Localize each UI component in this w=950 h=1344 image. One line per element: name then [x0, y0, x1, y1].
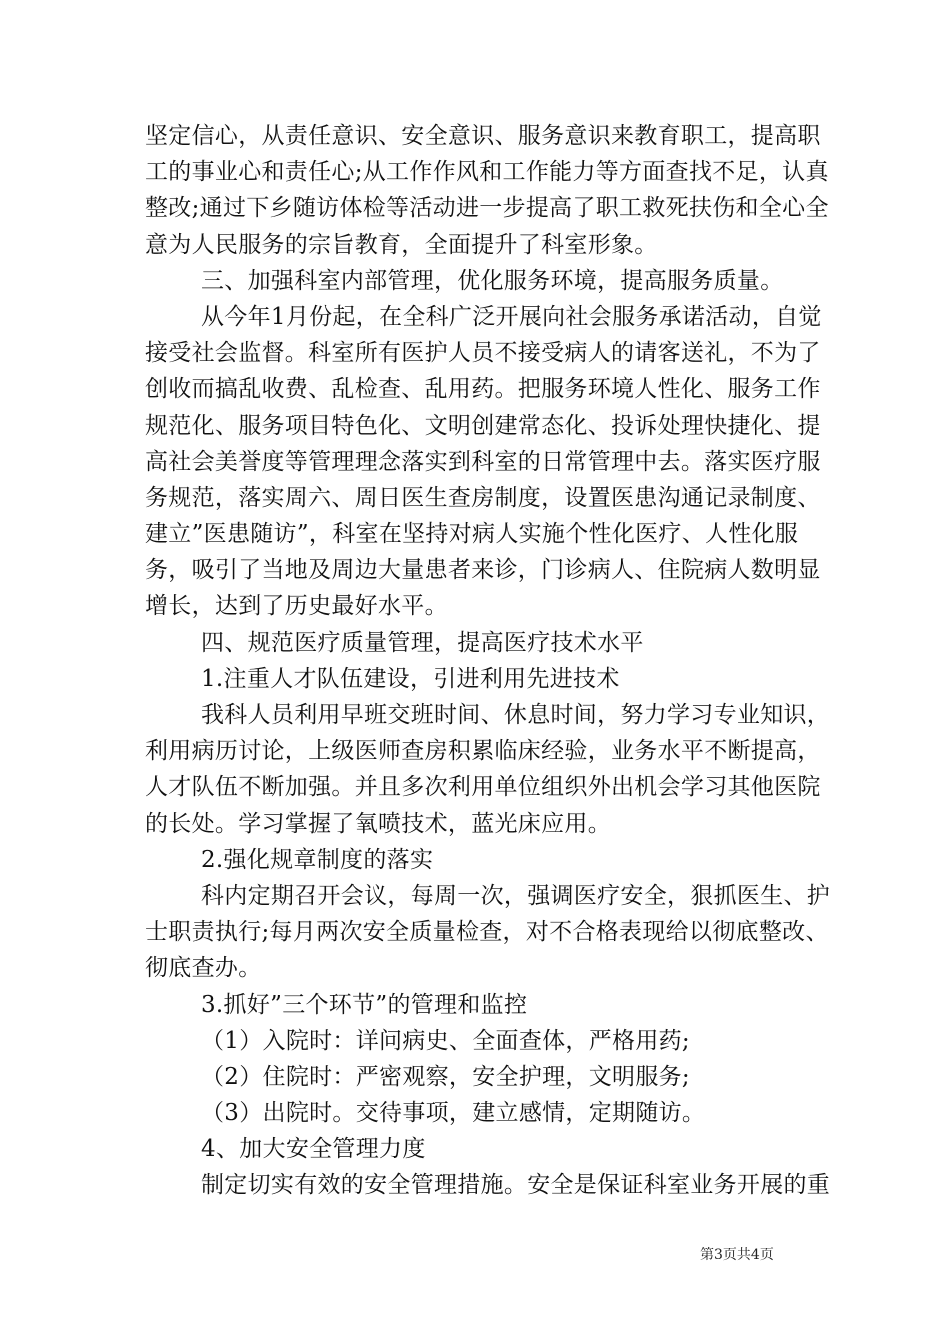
- text-line: 制定切实有效的安全管理措施。安全是保证科室业务开展的重: [201, 1172, 831, 1199]
- text-line: 坚定信心，从责任意识、安全意识、服务意识来教育职工，提高职: [145, 123, 821, 149]
- text-line: 我科人员利用早班交班时间、休息时间，努力学习专业知识，: [201, 702, 831, 728]
- text-line: 士职责执行;每月两次安全质量检查，对不合格表现给以彻底整改、: [145, 919, 829, 946]
- text-line: 增长，达到了历史最好水平。: [145, 593, 448, 620]
- subsection-heading: 1.注重人才队伍建设，引进利用先进技术: [201, 665, 620, 692]
- list-item: （2）住院时：严密观察，安全护理，文明服务;: [201, 1063, 690, 1090]
- section-heading: 四、规范医疗质量管理，提高医疗技术水平: [201, 629, 644, 656]
- text-line: 建立”医患随访”，科室在坚持对病人实施个性化医疗、人性化服: [145, 521, 799, 548]
- text-line: 工的事业心和责任心;从工作作风和工作能力等方面查找不足，认真: [145, 159, 829, 186]
- text-line: 务，吸引了当地及周边大量患者来诊，门诊病人、住院病人数明显: [145, 557, 821, 584]
- text-line: 高社会美誉度等管理理念落实到科室的日常管理中去。落实医疗服: [145, 448, 821, 475]
- text-line: 彻底查办。: [145, 955, 262, 982]
- text-line: 意为人民服务的宗旨教育，全面提升了科室形象。: [145, 231, 658, 258]
- subsection-heading: 2.强化规章制度的落实: [201, 846, 434, 873]
- list-item: （1）入院时：详问病史、全面查体，严格用药;: [201, 1027, 690, 1054]
- text-line: 利用病历讨论，上级医师查房积累临床经验，业务水平不断提高，: [145, 738, 821, 765]
- section-heading: 三、加强科室内部管理，优化服务环境，提高服务质量。: [201, 267, 784, 294]
- list-item: （3）出院时。交待事项，建立感情，定期随访。: [201, 1100, 706, 1127]
- text-line: 科内定期召开会议，每周一次，强调医疗安全，狠抓医生、护: [201, 882, 831, 909]
- text-line: 规范化、服务项目特色化、文明创建常态化、投诉处理快捷化、提: [145, 412, 821, 439]
- text-line: 创收而搞乱收费、乱检查、乱用药。把服务环境人性化、服务工作: [145, 376, 821, 403]
- text-line: 务规范，落实周六、周日医生查房制度，设置医患沟通记录制度、: [145, 484, 821, 511]
- text-line: 人才队伍不断加强。并且多次利用单位组织外出机会学习其他医院: [145, 774, 821, 801]
- text-line: 的长处。学习掌握了氧喷技术，蓝光床应用。: [145, 810, 611, 837]
- subsection-heading: 4、加大安全管理力度: [201, 1136, 426, 1163]
- subsection-heading: 3.抓好”三个环节”的管理和监控: [201, 991, 528, 1018]
- text-line: 从今年1月份起，在全科广泛开展向社会服务承诺活动，自觉: [201, 303, 822, 330]
- document-body: [145, 118, 831, 1204]
- page-number: 第3页共4页: [700, 1247, 774, 1263]
- text-line: 接受社会监督。科室所有医护人员不接受病人的请客送礼，不为了: [145, 340, 821, 367]
- text-line: 整改;通过下乡随访体检等活动进一步提高了职工救死扶伤和全心全: [145, 195, 829, 222]
